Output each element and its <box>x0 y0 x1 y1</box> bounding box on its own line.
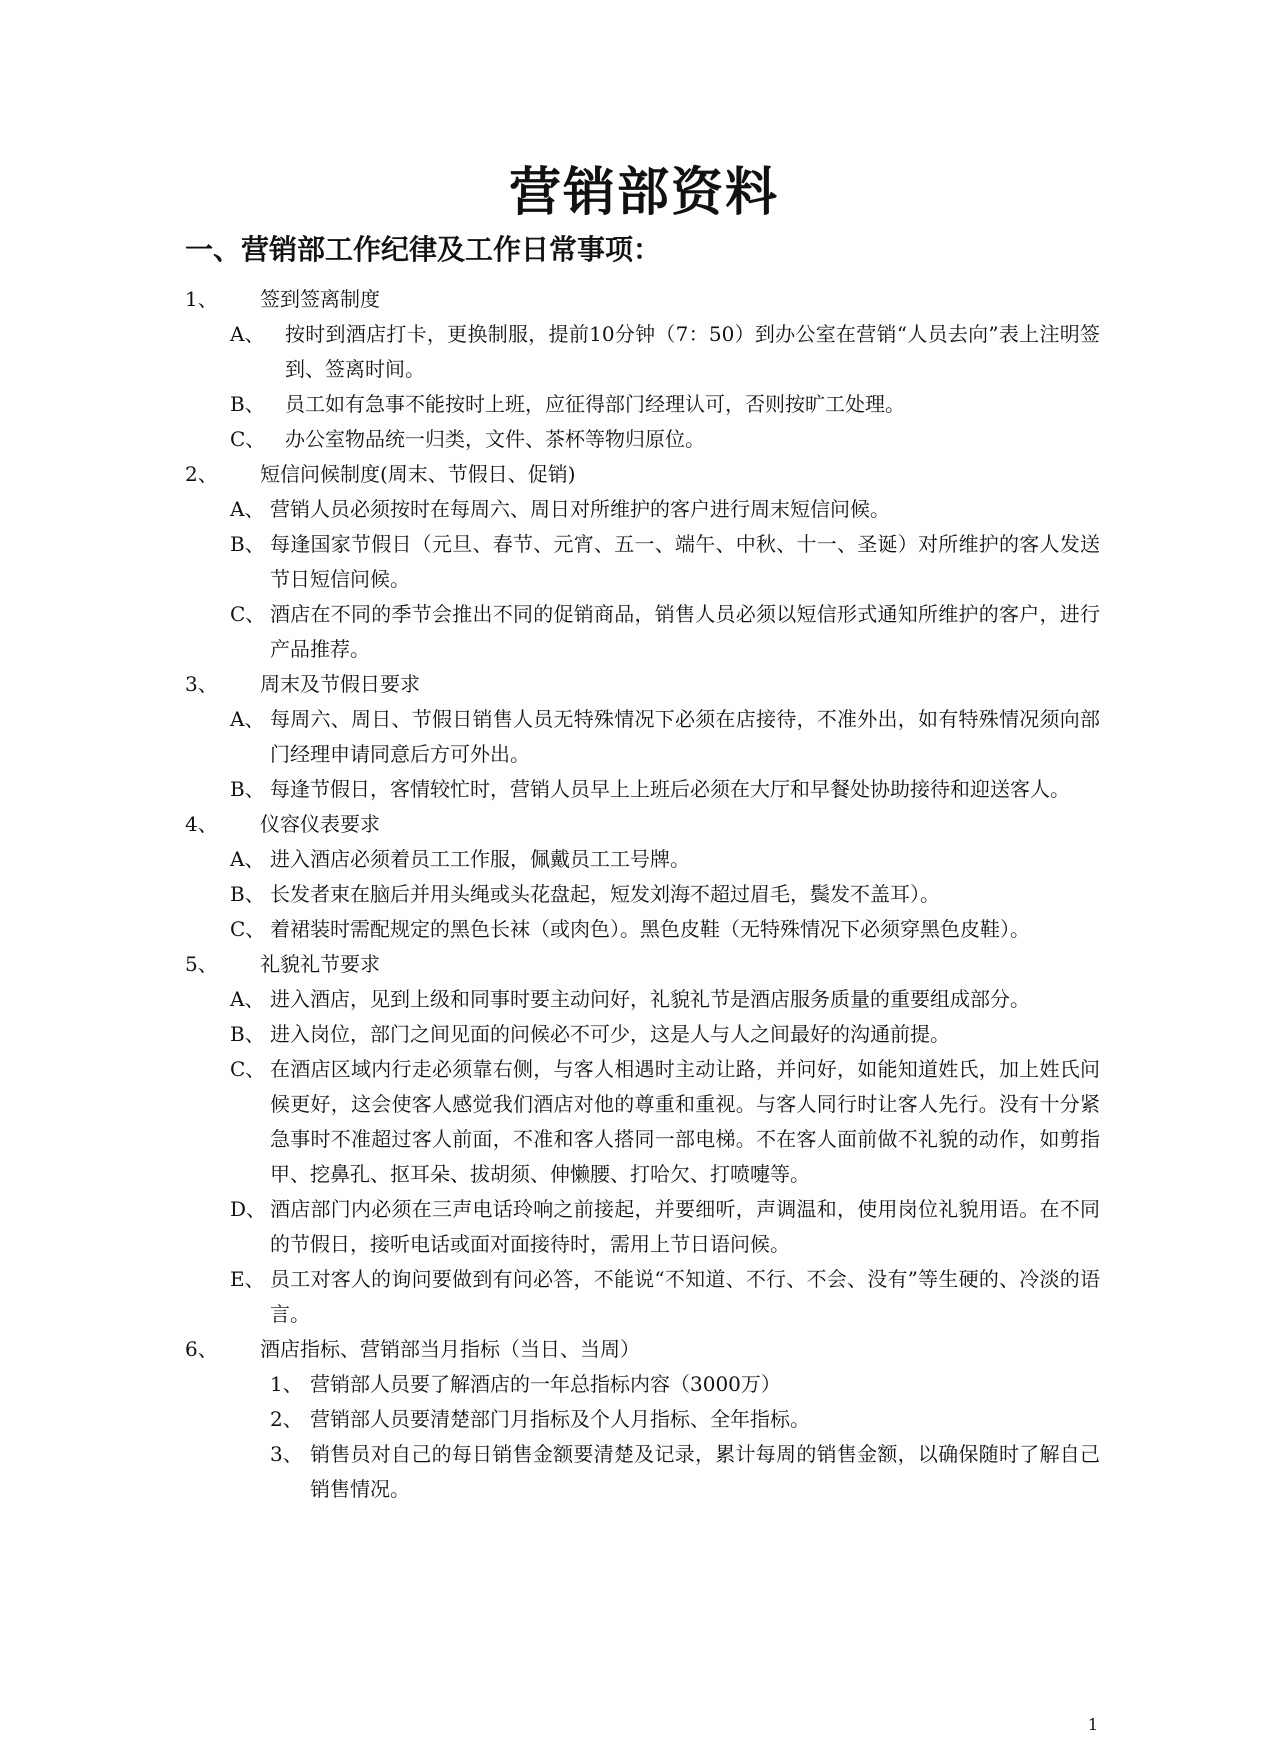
sub-marker: A、 <box>230 707 265 731</box>
item-number: 2、 <box>185 462 218 486</box>
item-title: 周末及节假日要求 <box>260 672 420 696</box>
sub-marker: 1、 <box>270 1372 303 1396</box>
item-number: 5、 <box>185 952 218 976</box>
item-title: 签到签离制度 <box>260 287 380 311</box>
sub-marker: A、 <box>230 497 265 521</box>
section-heading: 一、营销部工作纪律及工作日常事项： <box>185 233 662 266</box>
sub-item <box>230 1052 1100 1192</box>
sub-item <box>230 422 1100 457</box>
sub-text: 营销部人员要清楚部门月指标及个人月指标、全年指标。 <box>310 1407 810 1431</box>
sub-item <box>230 982 1100 1017</box>
sub-item <box>230 492 1100 527</box>
item-number: 6、 <box>185 1337 218 1361</box>
sub-marker: E、 <box>230 1267 265 1291</box>
sub-marker: 2、 <box>270 1407 303 1431</box>
item-number: 3、 <box>185 672 218 696</box>
sub-marker: A、 <box>230 847 265 871</box>
sub-item <box>230 527 1100 597</box>
sub-text: 酒店在不同的季节会推出不同的促销商品，销售人员必须以短信形式通知所维护的客户，进行产品推荐。 <box>270 602 1100 661</box>
sub-item <box>270 1437 1100 1507</box>
sub-text: 员工对客人的询问要做到有问必答，不能说“不知道、不行、不会、没有”等生硬的、冷淡的语言。 <box>270 1267 1100 1326</box>
sub-item <box>230 842 1100 877</box>
sub-text: 每逢节假日，客情较忙时，营销人员早上上班后必须在大厅和早餐处协助接待和迎送客人。 <box>270 777 1070 801</box>
sub-item <box>270 1367 1100 1402</box>
page-title: 营销部资料 <box>508 163 779 223</box>
sub-item <box>230 877 1100 912</box>
sub-item <box>230 1262 1100 1332</box>
sub-marker: A、 <box>230 987 265 1011</box>
sub-text: 员工如有急事不能按时上班，应征得部门经理认可，否则按旷工处理。 <box>285 392 905 416</box>
sub-marker: A、 <box>230 322 265 346</box>
sub-text: 着裙装时需配规定的黑色长袜（或肉色）。黑色皮鞋（无特殊情况下必须穿黑色皮鞋）。 <box>270 917 1030 941</box>
sub-text: 按时到酒店打卡，更换制服，提前10分钟（7：50）到办公室在营销“人员去向”表上注明签到、签离时间。 <box>285 322 1100 381</box>
sub-marker: D、 <box>230 1197 267 1221</box>
sub-text: 酒店部门内必须在三声电话玲响之前接起，并要细听，声调温和，使用岗位礼貌用语。在不同的节假日，接听电话或面对面接待时，需用上节日语问候。 <box>270 1197 1100 1256</box>
sub-marker: 3、 <box>270 1442 303 1466</box>
sub-marker: B、 <box>230 777 265 801</box>
sub-text: 长发者束在脑后并用头绳或头花盘起，短发刘海不超过眉毛，鬓发不盖耳）。 <box>270 882 940 906</box>
sub-item <box>230 597 1100 667</box>
sub-item <box>230 1192 1100 1262</box>
sub-item <box>270 1402 1100 1437</box>
sub-text: 营销部人员要了解酒店的一年总指标内容（3000万） <box>310 1372 781 1396</box>
sub-text: 营销人员必须按时在每周六、周日对所维护的客户进行周末短信问候。 <box>270 497 890 521</box>
item-title: 酒店指标、营销部当月指标（当日、当周） <box>260 1337 640 1361</box>
sub-text: 办公室物品统一归类，文件、茶杯等物归原位。 <box>285 427 705 451</box>
sub-item <box>230 387 1100 422</box>
sub-text: 进入岗位，部门之间见面的问候必不可少，这是人与人之间最好的沟通前提。 <box>270 1022 950 1046</box>
list-item <box>185 947 1100 1332</box>
sub-marker: B、 <box>230 1022 265 1046</box>
sub-text: 每周六、周日、节假日销售人员无特殊情况下必须在店接待，不准外出，如有特殊情况须向部门经理申请同意后方可外出。 <box>270 707 1100 766</box>
item-number: 1、 <box>185 287 218 311</box>
sub-text: 进入酒店，见到上级和同事时要主动问好，礼貌礼节是酒店服务质量的重要组成部分。 <box>270 987 1030 1011</box>
list-item <box>185 282 1100 457</box>
sub-marker: C、 <box>230 917 266 941</box>
item-number: 4、 <box>185 812 218 836</box>
item-title: 礼貌礼节要求 <box>260 952 380 976</box>
item-title: 仪容仪表要求 <box>260 812 380 836</box>
document-body <box>185 282 1100 1507</box>
list-item <box>185 457 1100 667</box>
sub-marker: C、 <box>230 602 266 626</box>
page-number: 1 <box>1087 1715 1098 1734</box>
sub-text: 进入酒店必须着员工工作服，佩戴员工工号牌。 <box>270 847 690 871</box>
sub-marker: B、 <box>230 392 265 416</box>
sub-text: 在酒店区域内行走必须靠右侧，与客人相遇时主动让路，并问好，如能知道姓氏，加上姓氏问候更好，这会使客人感觉我们酒店对他的尊重和重视。与客人同行时让客人先行。没有十分紧急事时不准超过客人前面，不准和客人搭同一部电梯。不在客人面前做不礼貌的动作，如剪指甲、挖鼻孔、抠耳朵、拔胡须、伸懒腰、打哈欠、打喷嚏等。 <box>270 1057 1100 1186</box>
sub-item <box>230 317 1100 387</box>
sub-item <box>230 912 1100 947</box>
list-item <box>185 807 1100 947</box>
sub-text: 每逢国家节假日（元旦、春节、元宵、五一、端午、中秋、十一、圣诞）对所维护的客人发送节日短信问候。 <box>270 532 1100 591</box>
sub-item <box>230 772 1100 807</box>
item-title: 短信问候制度(周末、节假日、促销) <box>260 462 576 486</box>
sub-marker: C、 <box>230 1057 266 1081</box>
list-item <box>185 667 1100 807</box>
sub-text: 销售员对自己的每日销售金额要清楚及记录，累计每周的销售金额，以确保随时了解自己销售情况。 <box>310 1442 1100 1501</box>
sub-marker: C、 <box>230 427 266 451</box>
sub-item <box>230 702 1100 772</box>
sub-marker: B、 <box>230 532 265 556</box>
sub-marker: B、 <box>230 882 265 906</box>
list-item <box>185 1332 1100 1507</box>
sub-item <box>230 1017 1100 1052</box>
